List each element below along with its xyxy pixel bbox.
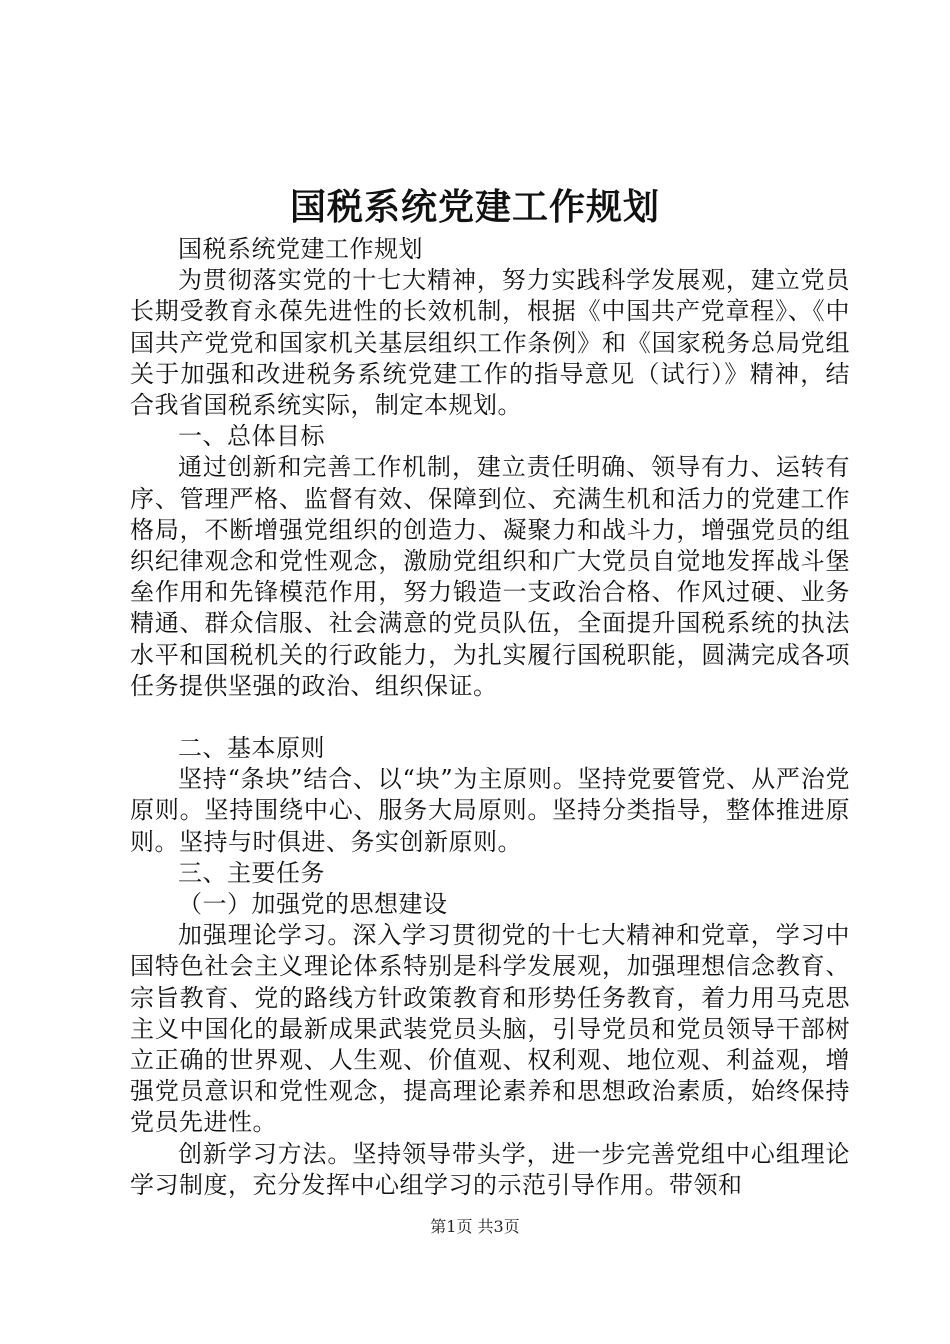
heading-general-goal: 一、总体目标: [178, 422, 325, 451]
document-title: 国税系统党建工作规划: [289, 186, 660, 228]
heading-main-tasks: 三、主要任务: [178, 858, 325, 887]
paragraph-study-methods: 创新学习方法。坚持领导带头学，进一步完善党组中心组理论学习制度，充分发挥中心组学习的示范引导作用。带领和: [130, 1139, 850, 1199]
paragraph-general-goal: 通过创新和完善工作机制，建立责任明确、领导有力、运转有序、管理严格、监督有效、保障到位、充满生机和活力的党建工作格局，不断增强党组织的创造力、凝聚力和战斗力，增强党员的组织纪律观念和党性观念，激励党组织和广大党员自觉地发挥战斗堡垒作用和先锋模范作用，努力锻造一支政治合格、作风过硬、业务精通、群众信服、社会满意的党员队伍，全面提升国税系统的执法水平和国税机关的行政能力，为扎实履行国税职能，圆满完成各项任务提供坚强的政治、组织保证。: [130, 453, 850, 700]
heading-basic-principles: 二、基本原则: [178, 734, 325, 763]
paragraph-intro: 为贯彻落实党的十七大精神，努力实践科学发展观，建立党员长期受教育永葆先进性的长效机制，根据《中国共产党章程》、《中国共产党党和国家机关基层组织工作条例》和《国家税务总局党组关于加强和改进税务系统党建工作的指导意见（试行）》精神，结合我省国税系统实际，制定本规划。: [130, 266, 850, 420]
heading-ideological-building: （一）加强党的思想建设: [178, 890, 448, 919]
document-body: [130, 234, 850, 1201]
paragraph-basic-principles: 坚持“条块”结合、以“块”为主原则。坚持党要管党、从严治党原则。坚持围绕中心、服务大局原则。坚持分类指导，整体推进原则。坚持与时俱进、务实创新原则。: [130, 765, 850, 856]
paragraph-theory-study: 加强理论学习。深入学习贯彻党的十七大精神和党章，学习中国特色社会主义理论体系特别是科学发展观，加强理想信念教育、宗旨教育、党的路线方针政策教育和形势任务教育，着力用马克思主义中国化的最新成果武装党员头脑，引导党员和党员领导干部树立正确的世界观、人生观、价值观、权利观、地位观、利益观，增强党员意识和党性观念，提高理论素养和思想政治素质，始终保持党员先进性。: [130, 921, 850, 1137]
page-number-footer: 第1页 共3页: [430, 1217, 520, 1236]
paragraph-subtitle: 国税系统党建工作规划: [178, 235, 423, 263]
